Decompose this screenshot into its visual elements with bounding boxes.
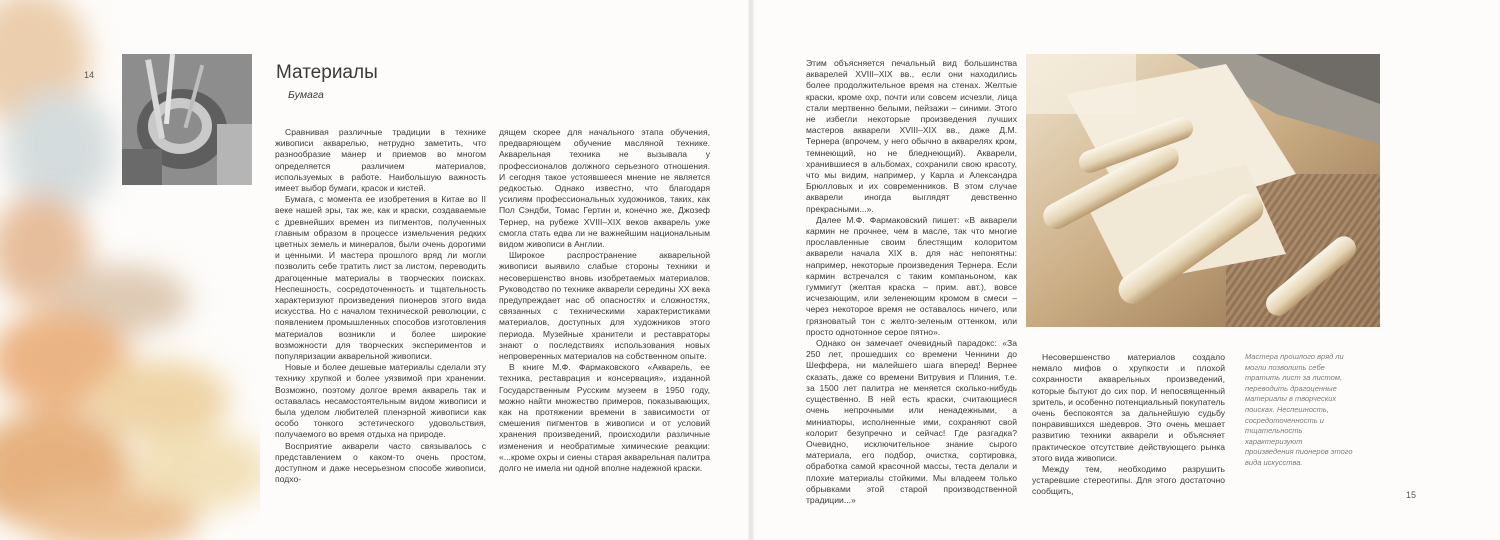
text-column-4: [1032, 352, 1225, 498]
text-column-2: [499, 127, 710, 474]
page-number-right: 15: [1406, 490, 1417, 500]
section-title: Материалы: [276, 62, 378, 83]
paper-rolls-photo: [1026, 54, 1380, 327]
paragraph: Далее М.Ф. Фармаковский пишет: «В акварели кармин не прочнее, чем в масле, так что многие прославленные своим блестящим колоритом акварели начала XIX в. для нас непонятны: например, некоторые произведения Тернера. Если кармин встречался с таким компаньоном, как гуммигут (желтая краска – прим. авт.), вовсе исчезающим, или зеленеющим кромом в смеси – через некоторое время не оставалось ничего, или грязноватый тон с желто-зеленым оттенком, или просто однотонное серое пятно».: [806, 214, 1017, 337]
page-number-left: 14: [84, 70, 95, 80]
paragraph: Сравнивая различные традиции в технике живописи акварелью, нетрудно заметить, что разнообразие манер и приемов во многом определяется различием материалов, используемых в работе. Наибольшую важность имеет выбор бумаги, красок и кистей.: [275, 127, 486, 194]
paragraph: Однако он замечает очевидный парадокс: «За 250 лет, прошедших со времени Ченнини до Шеффера, ни малейшего шага вперед! Вернее сказать, даже со времени Витрувия и Плиния, т.е. за 1500 лет палитра не меняется сколько-нибудь существенно. В ней есть краски, считающиеся очень непрочными или ненадежными, а миниатюры, исполненные ими, сохраняют свой колорит безупречно и сейчас! Где разгадка? Очевидно, исключительное знание сырого материала, его подбор, очистка, сортировка, обработка самой красочной массы, теста делали и плохие материалы стойкими. Мы владеем только обрывками этой старой производственной традиции...»: [806, 338, 1017, 505]
section-subtitle: Бумага: [288, 89, 324, 101]
paragraph: Между тем, необходимо разрушить устаревшие стереотипы. Для этого достаточно сообщить,: [1032, 464, 1225, 497]
paragraph: Восприятие акварели часто связывалось с представлением о каком-то очень простом, доступном и даже несерьезном способе живописи, подхо-: [275, 440, 486, 485]
photo-caption: Мастера прошлого вряд ли могли позволить себе тратить лист за листом, переводить драгоценные материалы в творческих поисках. Неспешность, сосредоточенность и тщательность характеризуют произведения пионеров этого вида искусства.: [1245, 352, 1353, 467]
text-column-3: [806, 58, 1017, 506]
paragraph: Несовершенство материалов создало немало мифов о хрупкости и плохой сохранности акварельных произведений, которые бытуют до сих пор. И непосвященный зритель, и особенно потенциальный покупатель очень беспокоятся за дальнейшую судьбу понравившихся шедевров. Это очень мешает развитию техники акварели и объясняет практическое отсутствие действующего рынка этого вида живописи.: [1032, 352, 1225, 463]
paragraph: В книге М.Ф. Фармаковского «Акварель, ее техника, реставрация и консервация», изданной Государственным Русским музеем в 1950 году, можно найти множество примеров, показывающих, как на протяжении времени в зависимости от смешения пигментов в живописи и от условий хранения произведений, происходили различные изменения и необратимые химические реакции: «...кроме охры и сиены старая акварельная палитра долго не имела ни одной вполне надежной краски.: [499, 362, 710, 474]
paragraph: дящем скорее для начального этапа обучения, предваряющем обучение масляной технике. Акварельная техника не вызывала у профессионалов должного серьезного отношения. И сегодня такое устоявшееся мнение не является редкостью. Однако известно, что благодаря усилиям профессиональных художников, таких, как Пол Сэндби, Томас Гертин и, конечно же, Джозеф Тернер, на рубеже XVIII–XIX веков акварель уже смогла стать едва ли не важнейшим национальным видом живописи в Англии.: [499, 127, 710, 250]
brushes-photo: [122, 54, 252, 185]
text-column-1: [275, 127, 486, 486]
paragraph: Широкое распространение акварельной живописи выявило слабые стороны техники и несовершенство вновь изобретаемых материалов. Руководство по технике акварели середины XX века предупреждает нас об опасностях и сложностях, связанных с техническими характеристиками материалов, доступных для художников этого периода. Музейные хранители и реставраторы знают о последствиях использования новых непроверенных материалов на собственном опыте.: [499, 250, 710, 362]
book-gutter: [748, 0, 754, 540]
paragraph: Новые и более дешевые материалы сделали эту технику хрупкой и более уязвимой при хранении. Возможно, поэтому долгое время акварель так и оставалась несамостоятельным видом живописи и была уделом любителей пленэрной живописи как особо тонкого эстетического удовольствия, получаемого во время отдыха на природе.: [275, 362, 486, 440]
paragraph: Бумага, с момента ее изобретения в Китае во II веке нашей эры, так же, как и краски, создаваемые с древнейших времен из пигментов, полученных главным образом в процессе измельчения редких цветных земель и минералов, были очень дорогими и ценными. И мастера прошлого вряд ли могли позволить себе тратить лист за листом, переводить драгоценные материалы в творческих поисках. Неспешность, сосредоточенность и тщательность характеризуют произведения пионеров этого вида искусства. Но с началом технической революции, с появлением промышленных способов изготовления материалов возникли и более широкие возможности для творческих экспериментов и популяризации акварельной живописи.: [275, 194, 486, 362]
paragraph: Этим объясняется печальный вид большинства акварелей XVIII–XIX вв., если они находились более продолжительное время на стенах. Желтые краски, кроме охр, почти или совсем исчезли, лица стали мертвенно белыми, пейзажи – синими. Этого не избегли некоторые произведения лучших мастеров акварели XVIII–XIX вв., даже Д.М. Тернера (впрочем, у него обычно в акварелях кром, темнеющий, но не бледнеющий). Акварели, хранившиеся в альбомах, сохранили свою красоту, что мы видим, например, у Карла и Александра Брюлловых и их современников. В этом случае акварели иногда выглядят девственно прекрасными...».: [806, 58, 1017, 214]
